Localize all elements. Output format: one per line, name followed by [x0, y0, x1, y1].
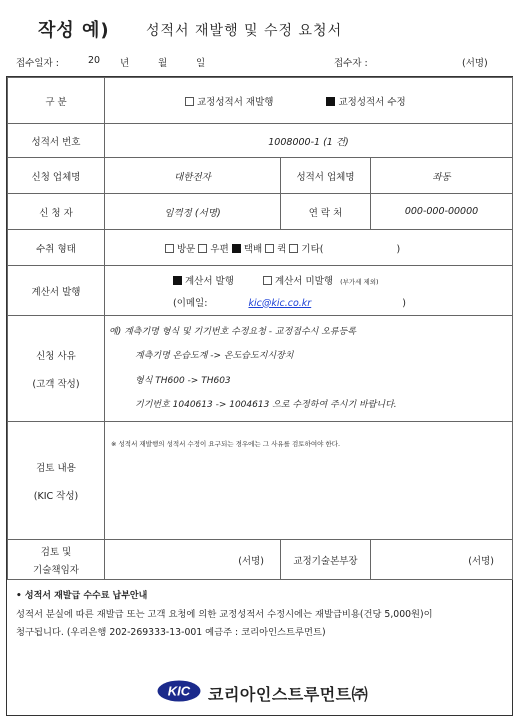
reason-line: 계측기명 온습도계 -> 온도습도지시장치	[135, 351, 294, 361]
fee-heading: • 성적서 재발급 수수료 납부안내	[16, 591, 148, 601]
review-label-cell	[8, 422, 105, 540]
reissue-option-label: 교정성적서 재발행	[197, 96, 274, 108]
category-label: 구 분	[8, 78, 105, 124]
form-title-example: 작성 예)	[38, 20, 110, 41]
row-invoice	[8, 266, 513, 316]
receipt-option-parcel[interactable]	[232, 244, 262, 255]
company-name: 코리아인스트루먼트㈜	[208, 685, 369, 704]
row-company	[8, 158, 513, 194]
quick-checkbox[interactable]	[265, 244, 274, 253]
fee-line-2: 청구됩니다. (우리은행 202-269333-13-001 예금주 : 코리아인스트루먼트)	[16, 627, 326, 638]
email-link[interactable]: kic@kic.co.kr	[248, 297, 312, 309]
category-options	[105, 78, 513, 124]
parcel-label: 택배	[243, 243, 263, 255]
reason-line: 예) 계측기명 형식 및 기기번호 수정요청 - 교정접수시 오류등록	[109, 327, 356, 337]
invoice-options	[105, 266, 513, 316]
invoice-label: 계산서 발행	[8, 266, 105, 316]
receipt-option-visit[interactable]	[165, 244, 195, 255]
reason-line: 형식 TH600 -> TH603	[135, 376, 231, 386]
other-label: 기타(	[301, 243, 324, 255]
email-close: )	[402, 297, 406, 309]
reviewer-sign[interactable]: (서명)	[105, 540, 281, 580]
receipt-option-quick[interactable]	[265, 244, 286, 255]
reason-label: 신청 사유	[36, 350, 76, 362]
reviewer-label: 검토 및	[40, 546, 72, 558]
received-year-number: 20	[88, 55, 101, 66]
invoice-issue-label: 계산서 발행	[185, 275, 234, 287]
contact-value[interactable]: 000-000-00000	[371, 194, 513, 230]
cert-company-label: 성적서 업체명	[281, 158, 371, 194]
correction-option-label: 교정성적서 수정	[338, 96, 406, 108]
received-month-unit: 월	[158, 58, 168, 69]
vat-note: (부가세 제외)	[340, 277, 379, 286]
row-reason	[8, 316, 513, 422]
receiver-label: 접수자 :	[334, 58, 368, 69]
correction-checkbox[interactable]	[326, 97, 335, 106]
reason-content[interactable]	[105, 316, 513, 422]
reviewer-label-cell	[8, 540, 105, 580]
received-day-unit: 일	[196, 58, 206, 69]
received-year-unit: 년	[120, 58, 130, 69]
row-receipt	[8, 230, 513, 266]
form-title: 성적서 재발행 및 수정 요청서	[146, 23, 343, 39]
mail-checkbox[interactable]	[198, 244, 207, 253]
cert-no-value[interactable]: 1008000-1 (1 건)	[105, 124, 513, 158]
company-value[interactable]: 대한전자	[105, 158, 281, 194]
fee-line-1: 성적서 분실에 따른 재발급 또는 고객 요청에 의한 교정성적서 수정시에는 재발급비용(건당 5,000원)이	[16, 609, 433, 620]
receipt-label: 수취 형태	[8, 230, 105, 266]
receipt-options	[105, 230, 513, 266]
row-reviewer	[8, 540, 513, 580]
parcel-checkbox[interactable]	[232, 244, 241, 253]
reason-line: 기기번호 1040613 -> 1004613 으로 수정하여 주시기 바랍니다.	[135, 400, 397, 410]
mail-label: 우편	[210, 243, 229, 255]
kic-logo	[157, 680, 201, 702]
applicant-label: 신 청 자	[8, 194, 105, 230]
cert-no-label: 성적서 번호	[8, 124, 105, 158]
director-sign[interactable]: (서명)	[371, 540, 513, 580]
row-applicant	[8, 194, 513, 230]
row-review	[8, 422, 513, 540]
visit-label: 방문	[177, 243, 196, 255]
correction-option[interactable]	[326, 97, 405, 108]
cert-company-value[interactable]: 좌동	[371, 158, 513, 194]
review-content[interactable]	[105, 422, 513, 540]
company-label: 신청 업체명	[8, 158, 105, 194]
row-cert-no	[8, 124, 513, 158]
reason-sublabel: (고객 작성)	[32, 378, 80, 390]
contact-label: 연 락 처	[281, 194, 371, 230]
invoice-issue-checkbox[interactable]	[173, 276, 182, 285]
other-close: )	[396, 243, 401, 255]
reissue-checkbox[interactable]	[185, 97, 194, 106]
row-category	[8, 78, 513, 124]
receiver-sign: (서명)	[462, 58, 488, 69]
receipt-option-mail[interactable]	[198, 244, 228, 255]
kic-logo-text: KIC	[167, 683, 191, 699]
director-label: 교정기술본부장	[281, 540, 371, 580]
other-checkbox[interactable]	[289, 244, 298, 253]
quick-label: 퀵	[277, 243, 287, 255]
request-form-table	[7, 77, 513, 580]
received-date-label: 접수일자 :	[16, 58, 59, 69]
receipt-option-other[interactable]	[289, 244, 323, 255]
invoice-issue-option[interactable]	[173, 276, 234, 287]
review-sublabel: (KIC 작성)	[33, 490, 79, 502]
invoice-none-option[interactable]	[263, 276, 333, 287]
reissue-option[interactable]	[185, 97, 273, 108]
reviewer-sublabel: 기술책임자	[33, 564, 79, 576]
invoice-none-label: 계산서 미발행	[274, 275, 334, 287]
review-note: ※ 성적서 재발행의 성적서 수정이 요구되는 경우에는 그 사유를 검토하여야 한다.	[111, 440, 341, 448]
reason-label-cell	[8, 316, 105, 422]
invoice-none-checkbox[interactable]	[263, 276, 272, 285]
applicant-value[interactable]: 임꺽정 (서명)	[105, 194, 281, 230]
email-label: (이메일:	[173, 297, 208, 309]
visit-checkbox[interactable]	[165, 244, 174, 253]
review-label: 검토 내용	[36, 462, 76, 474]
